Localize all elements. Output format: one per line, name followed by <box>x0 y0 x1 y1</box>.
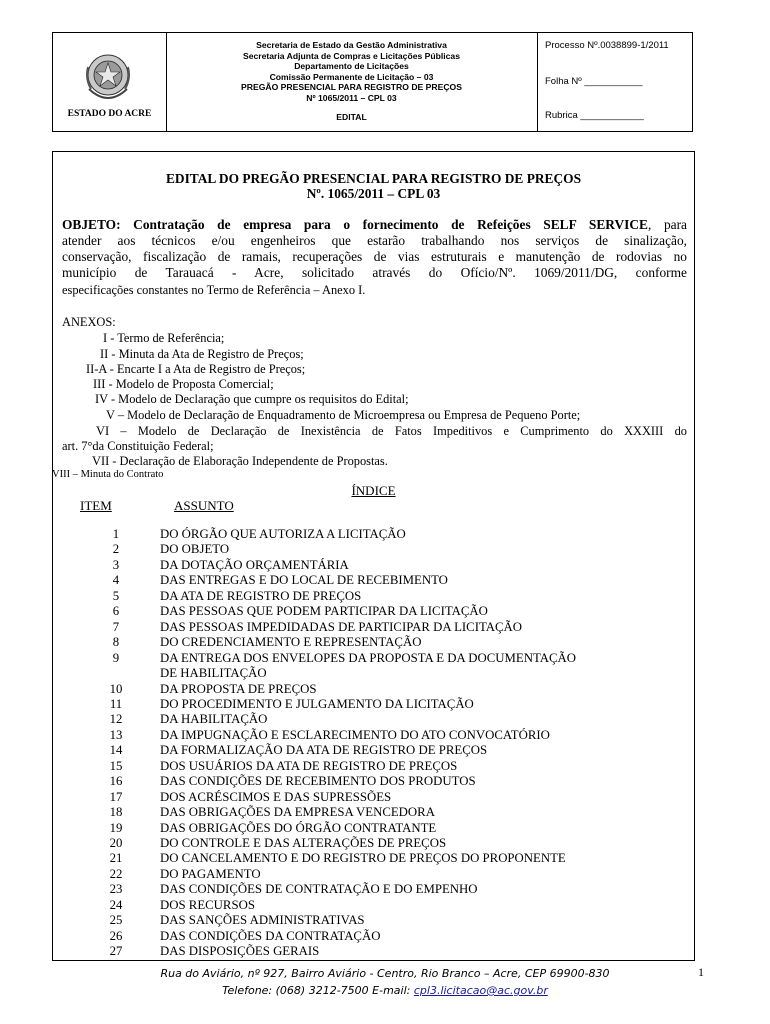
indice-item-number: 27 <box>109 944 123 959</box>
indice-item-subject: DAS CONDIÇÕES DE CONTRATAÇÃO E DO EMPENHO <box>160 882 478 897</box>
page-number: 1 <box>698 965 704 979</box>
indice-item-number: 2 <box>112 542 120 557</box>
indice-item-subject: DAS OBRIGAÇÕES DO ÓRGÃO CONTRATANTE <box>160 820 437 835</box>
indice-item-number: 21 <box>109 851 123 866</box>
document-header <box>52 32 693 132</box>
anexo-item: VIII – Minuta do Contrato <box>52 469 164 480</box>
anexo-item: I - Termo de Referência; <box>103 331 225 345</box>
indice-item-number: 24 <box>109 897 123 912</box>
indice-item-number: 7 <box>112 619 120 634</box>
footer-phone: Telefone: (068) 3212-7500 E-mail: <box>222 984 414 997</box>
footer-address: Rua do Aviário, nº 927, Bairro Aviário - Centro, Rio Branco – Acre, CEP 69900-830 <box>160 967 610 980</box>
edital-number: Nº. 1065/2011 – CPL 03 <box>306 186 441 201</box>
objeto-line-1-rest: , para <box>647 217 687 232</box>
indice-item-subject: DA ATA DE REGISTRO DE PREÇOS <box>160 588 362 603</box>
indice-item-number: 6 <box>112 604 120 619</box>
indice-item-subject: DO PAGAMENTO <box>160 866 261 881</box>
state-label: ESTADO DO ACRE <box>67 109 152 119</box>
indice-item-number: 9 <box>112 650 120 665</box>
indice-item-number: 15 <box>109 758 123 773</box>
indice-item-subject: DO CANCELAMENTO E DO REGISTRO DE PREÇOS DO PROPONENTE <box>160 851 566 866</box>
header-line: Departamento de Licitações <box>294 61 409 71</box>
indice-item-number: 4 <box>112 573 120 588</box>
header-line: Secretaria Adjunta de Compras e Licitações Públicas <box>243 50 460 61</box>
indice-item-number: 19 <box>109 820 123 835</box>
indice-item-subject: DO CREDENCIAMENTO E REPRESENTAÇÃO <box>160 635 422 650</box>
indice-col-item: ITEM <box>80 498 112 513</box>
indice-item-number: 26 <box>109 928 123 943</box>
indice-item-number: 13 <box>109 727 123 742</box>
indice-item-subject: DE HABILITAÇÃO <box>160 666 267 681</box>
header-line: Comissão Permanente de Licitação – 03 <box>269 71 434 82</box>
process-number: Processo Nº.0038899-1/2011 <box>545 40 669 51</box>
header-line: Nº 1065/2011 – CPL 03 <box>306 92 397 103</box>
rubrica-field: Rubrica ____________ <box>545 110 644 121</box>
anexo-item: II - Minuta da Ata de Registro de Preços; <box>100 347 304 361</box>
indice-item-subject: DAS CONDIÇÕES DA CONTRATAÇÃO <box>160 928 381 943</box>
indice-item-number: 23 <box>109 882 123 897</box>
objeto-line-3: conservação, fiscalização de ramais, recuperações de vias estruturais e manutenção de rodovias no <box>62 249 687 264</box>
objeto-line-1 <box>62 217 687 233</box>
indice-item-number: 22 <box>109 866 123 881</box>
header-line: Secretaria de Estado da Gestão Administrativa <box>256 40 447 50</box>
indice-item-subject: DA HABILITAÇÃO <box>160 712 268 727</box>
indice-item-subject: DAS OBRIGAÇÕES DA EMPRESA VENCEDORA <box>160 805 435 820</box>
indice-item-subject: DOS RECURSOS <box>160 897 255 912</box>
anexo-item: V – Modelo de Declaração de Enquadramento de Microempresa ou Empresa de Pequeno Porte; <box>106 408 581 422</box>
indice-item-subject: DAS SANÇÕES ADMINISTRATIVAS <box>160 913 365 928</box>
indice-item-number: 8 <box>112 635 120 650</box>
anexo-item: VII - Declaração de Elaboração Independente de Propostas. <box>92 454 388 468</box>
indice-item-number: 10 <box>109 681 123 696</box>
header-edital: EDITAL <box>336 112 367 122</box>
anexo-item: II-A - Encarte I a Ata de Registro de Preços; <box>86 362 306 376</box>
header-logo-cell <box>53 33 167 131</box>
indice-item-number: 5 <box>112 588 120 603</box>
indice-item-subject: DOS USUÁRIOS DA ATA DE REGISTRO DE PREÇOS <box>160 758 458 773</box>
indice-item-subject: DA FORMALIZAÇÃO DA ATA DE REGISTRO DE PREÇOS <box>160 743 488 758</box>
indice-item-subject: DO OBJETO <box>160 542 230 557</box>
folha-field: Folha Nº ___________ <box>545 76 643 87</box>
indice-item-number: 1 <box>112 527 120 541</box>
edital-title: EDITAL DO PREGÃO PRESENCIAL PARA REGISTRO DE PREÇOS <box>165 171 582 186</box>
indice-item-subject: DAS PESSOAS IMPEDIDADAS DE PARTICIPAR DA LICITAÇÃO <box>160 619 523 634</box>
indice-item-subject: DA IMPUGNAÇÃO E ESCLARECIMENTO DO ATO CONVOCATÓRIO <box>160 727 550 742</box>
anexo-item: III - Modelo de Proposta Comercial; <box>93 377 274 391</box>
indice-item-subject: DO PROCEDIMENTO E JULGAMENTO DA LICITAÇÃO <box>160 696 474 711</box>
header-process-cell <box>537 33 692 131</box>
anexos-heading: ANEXOS: <box>62 315 116 329</box>
objeto-line-5: especificações constantes no Termo de Referência – Anexo I. <box>62 283 366 297</box>
indice-item-number: 12 <box>109 712 123 727</box>
header-info-cell <box>166 33 538 131</box>
objeto-line-2: atender aos técnicos e/ou engenheiros que estarão trabalhando nos serviços de sinalização, <box>62 233 687 248</box>
footer-contact <box>0 984 770 997</box>
header-line: PREGÃO PRESENCIAL PARA REGISTRO DE PREÇOS <box>241 82 462 92</box>
footer-email-link[interactable]: cpl3.licitacao@ac.gov.br <box>413 984 548 997</box>
indice-item-number: 16 <box>109 774 123 789</box>
indice-item-number: 11 <box>109 696 123 711</box>
objeto-line-4: município de Tarauacá - Acre, solicitado através do Ofício/Nº. 1069/2011/DG, conforme <box>62 265 687 280</box>
indice-item-subject: DAS CONDIÇÕES DE RECEBIMENTO DOS PRODUTOS <box>160 774 476 789</box>
indice-item-subject: DOS ACRÉSCIMOS E DAS SUPRESSÕES <box>160 789 392 804</box>
indice-item-number: 3 <box>112 557 120 572</box>
objeto-label: OBJETO: Contratação de empresa para o fornecimento de Refeições SELF SERVICE <box>62 217 648 232</box>
indice-item-subject: DA DOTAÇÃO ORÇAMENTÁRIA <box>160 557 349 572</box>
indice-item-number: 17 <box>109 789 123 804</box>
indice-item-number: 25 <box>109 913 123 928</box>
indice-col-assunto: ASSUNTO <box>174 498 234 513</box>
indice-item-subject: DAS PESSOAS QUE PODEM PARTICIPAR DA LICITAÇÃO <box>160 604 488 619</box>
indice-item-subject: DA PROPOSTA DE PREÇOS <box>160 681 317 696</box>
indice-item-subject: DA ENTREGA DOS ENVELOPES DA PROPOSTA E DA DOCUMENTAÇÃO <box>160 650 577 665</box>
anexo-item: VI – Modelo de Declaração de Inexistência de Fatos Impeditivos e Cumprimento do XXXIII do <box>96 424 687 438</box>
indice-item-subject: DAS DISPOSIÇÕES GERAIS <box>160 944 320 959</box>
indice-item-number: 20 <box>109 836 123 850</box>
indice-item-subject: DO CONTROLE E DAS ALTERAÇÕES DE PREÇOS <box>160 836 447 850</box>
indice-heading: ÍNDICE <box>351 483 396 498</box>
anexo-item-continued: art. 7°da Constituição Federal; <box>62 439 214 453</box>
anexo-item: IV - Modelo de Declaração que cumpre os requisitos do Edital; <box>95 392 409 406</box>
indice-item-subject: DAS ENTREGAS E DO LOCAL DE RECEBIMENTO <box>160 573 448 588</box>
indice-item-subject: DO ÓRGÃO QUE AUTORIZA A LICITAÇÃO <box>160 527 406 541</box>
indice-item-number: 18 <box>109 805 123 820</box>
state-coat-of-arms-icon <box>83 49 133 109</box>
indice-item-number: 14 <box>109 743 123 758</box>
